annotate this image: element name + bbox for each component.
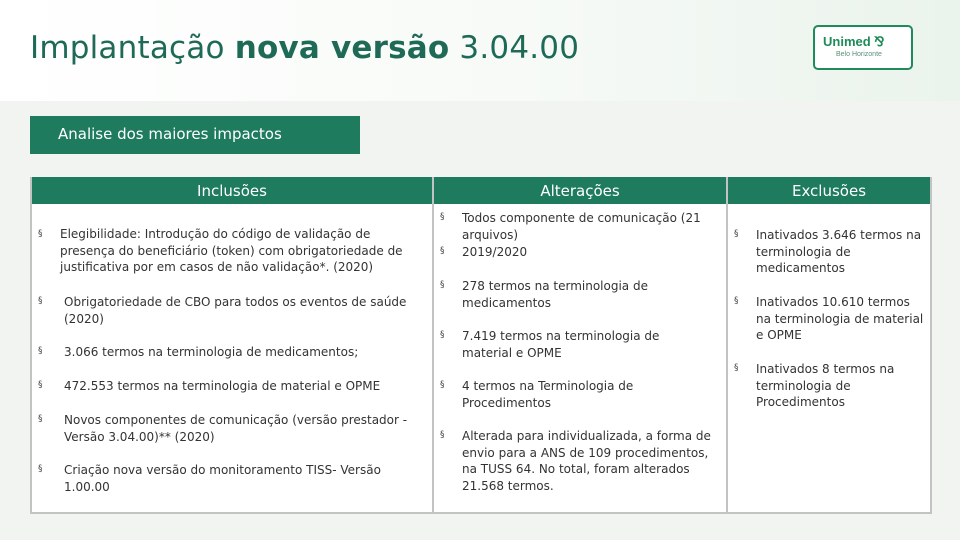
bullet-icon: § [440,212,445,222]
bullet-icon: § [38,464,43,474]
bullet-icon: § [440,430,445,440]
column-heading-alteracoes: Alterações [434,177,726,204]
bullet-icon: § [440,246,445,256]
alteracoes-item: Alterada para individualizada, a forma de envio para a ANS de 109 procedimentos, na TUSS 64. No total, foram alterados 21.568 termos. [462,429,711,493]
bullet-icon: § [440,380,445,390]
column-heading-exclusoes: Exclusões [728,177,930,204]
column-heading-inclusoes: Inclusões [32,177,432,204]
exclusoes-item: Inativados 3.646 termos na terminologia de medicamentos [756,228,922,275]
bullet-icon: § [38,414,43,424]
inclusoes-item: 3.066 termos na terminologia de medicamentos; [64,345,359,359]
title-part-2: 3.04.00 [449,30,580,66]
alteracoes-item: Todos componente de comunicação (21 arquivos) [462,211,701,242]
title-part-bold: nova versão [234,30,450,66]
bullet-icon: § [440,280,445,290]
bullet-icon: § [38,229,43,239]
logo-name: Unimed ⅋ [823,34,885,49]
alteracoes-item: 2019/2020 [462,245,528,259]
bullet-icon: § [734,296,739,306]
logo-subtitle: Belo Horizonte [836,51,882,58]
section-banner: Analise dos maiores impactos [30,116,360,154]
bullet-icon: § [38,346,43,356]
inclusoes-item: Obrigatoriedade de CBO para todos os eventos de saúde (2020) [64,295,407,326]
exclusoes-item: Inativados 10.610 termos na terminologia de material e OPME [756,295,924,342]
inclusoes-item: 472.553 termos na terminologia de material e OPME [64,379,381,393]
unimed-logo [813,25,913,70]
alteracoes-item: 7.419 termos na terminologia de material e OPME [462,329,660,360]
alteracoes-item: 278 termos na terminologia de medicamentos [462,279,648,310]
bullet-icon: § [440,330,445,340]
inclusoes-item: Elegibilidade: Introdução do código de validação de presença do beneficiário (token) com obrigatoriedade de justificativa por em casos de não validação*. (2020) [60,227,403,274]
bullet-icon: § [38,296,43,306]
alteracoes-item: 4 termos na Terminologia de Procedimentos [462,379,634,410]
exclusoes-item: Inativados 8 termos na terminologia de Procedimentos [756,362,895,409]
bullet-icon: § [734,363,739,373]
page-title [30,30,579,66]
title-part-1: Implantação [30,30,235,66]
inclusoes-item: Novos componentes de comunicação (versão prestador - Versão 3.04.00)** (2020) [64,413,408,444]
inclusoes-item: Criação nova versão do monitoramento TISS- Versão 1.00.00 [64,463,381,494]
bullet-icon: § [734,229,739,239]
bullet-icon: § [38,380,43,390]
